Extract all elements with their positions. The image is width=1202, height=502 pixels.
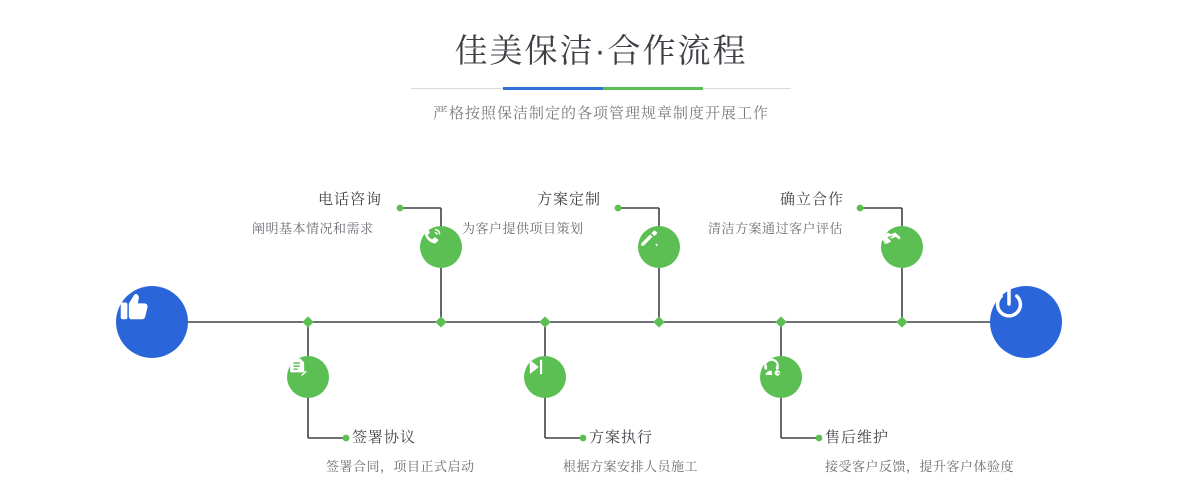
document-edit-icon <box>287 356 309 378</box>
divider-accent-blue <box>503 87 603 90</box>
flow-start-endpoint[interactable] <box>116 286 188 358</box>
flow-end-endpoint[interactable] <box>990 286 1062 358</box>
thumbs-up-icon <box>116 286 154 324</box>
step-6-title: 售后维护 <box>825 429 890 446</box>
page-header <box>0 28 1202 123</box>
divider-accent-green <box>603 87 703 90</box>
step-4-title: 方案执行 <box>589 429 654 446</box>
step-2-desc: 签署合同，项目正式启动 <box>326 459 475 474</box>
step-1-title: 电话咨询 <box>318 191 383 208</box>
page-title: 佳美保洁·合作流程 <box>454 32 748 69</box>
step-5-desc: 清洁方案通过客户评估 <box>708 221 844 236</box>
step-node-4[interactable] <box>524 356 566 398</box>
step-node-1[interactable] <box>420 226 462 268</box>
phone-ring-icon <box>420 226 443 249</box>
step-6-desc: 接受客户反馈，提升客户体验度 <box>825 459 1015 474</box>
power-icon <box>990 286 1028 324</box>
step-3-title: 方案定制 <box>537 191 602 208</box>
play-next-icon <box>524 356 546 378</box>
headset-add-icon <box>760 356 783 379</box>
title-divider <box>411 84 791 94</box>
process-flow-diagram <box>0 150 1202 502</box>
step-node-5[interactable] <box>881 226 923 268</box>
step-node-3[interactable] <box>638 226 680 268</box>
step-node-2[interactable] <box>287 356 329 398</box>
step-3-desc: 为客户提供项目策划 <box>462 221 584 236</box>
pencil-ruler-icon <box>638 226 661 249</box>
step-2-title: 签署协议 <box>352 429 417 446</box>
step-4-desc: 根据方案安排人员施工 <box>563 459 699 474</box>
step-5-title: 确立合作 <box>780 191 845 208</box>
page-subtitle: 严格按照保洁制定的各项管理规章制度开展工作 <box>432 105 769 122</box>
step-1-desc: 阐明基本情况和需求 <box>252 221 374 236</box>
step-node-6[interactable] <box>760 356 802 398</box>
handshake-icon <box>881 226 905 250</box>
